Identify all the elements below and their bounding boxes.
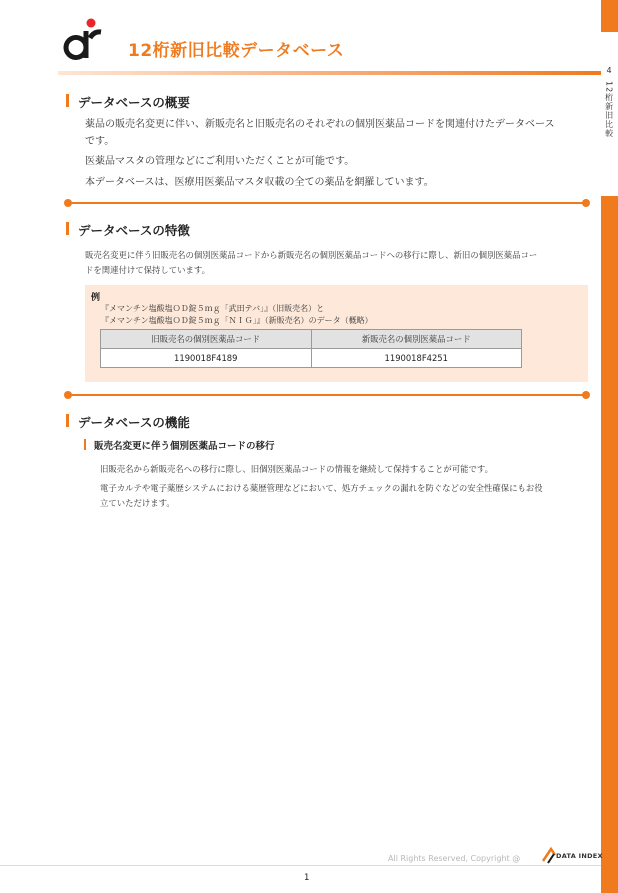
page-number: 1 [304,873,310,883]
brand-name: DATA INDEX [556,852,603,860]
side-index-number: 4 [606,66,612,75]
example-line-2: 『メマンチン塩酸塩ＯＤ錠５ｍｇ「ＮＩＧ」』（新販売名）のデータ（概略） [101,316,373,325]
features-line-1: 販売名変更に伴う旧販売名の個別医薬品コードから新販売名の個別医薬品コードへの移行に際し、新旧の個別医薬品コー [85,250,538,260]
overview-line-4: 本データベースは、医療用医薬品マスタ収載の全ての薬品を網羅しています。 [85,177,434,188]
header-rule [58,71,601,75]
code-comparison-table [100,329,522,368]
functions-line-2: 電子カルテや電子薬歴システムにおける薬歴管理などにおいて、処方チェックの漏れを防ぐなどの安全性確保にもお役 [100,483,543,493]
example-label: 例 [91,293,101,303]
overview-line-1: 薬品の販売名変更に伴い、新販売名と旧販売名のそれぞれの個別医薬品コードを関連付けたデータベース [85,119,555,130]
overview-line-2: です。 [85,136,115,147]
table-header-new-code: 新販売名の個別医薬品コード [311,330,522,349]
side-index-tab [600,66,618,141]
footer-rule [0,865,601,866]
table-cell-old-code: 1190018F4189 [101,349,312,368]
example-line-1: 『メマンチン塩酸塩ＯＤ錠５ｍｇ「武田テバ」』（旧販売名）と [101,304,325,313]
side-rail-top [601,0,618,32]
table-row [101,349,522,368]
features-line-2: ドを関連付けて保持しています。 [85,265,210,275]
section-heading-features: データベースの特徴 [66,221,190,239]
side-index-label: 12桁新旧比較 [604,81,614,139]
example-box [85,285,588,382]
section-heading-overview: データベースの概要 [66,93,190,111]
functions-line-3: 立ていただけます。 [100,498,175,508]
copyright-text: All Rights Reserved, Copyright @ [388,854,521,863]
functions-line-1: 旧販売名から新販売名への移行に際し、旧個別医薬品コードの情報を継続して保持することが可能です。 [100,464,493,474]
overview-line-3: 医薬品マスタの管理などにご利用いただくことが可能です。 [85,156,355,167]
document-title: 12桁新旧比較データベース [128,41,345,61]
table-header-old-code: 旧販売名の個別医薬品コード [101,330,312,349]
functions-subheading: 販売名変更に伴う個別医薬品コードの移行 [84,438,275,452]
section-divider [66,202,588,204]
side-rail-bottom [601,196,618,893]
table-cell-new-code: 1190018F4251 [311,349,522,368]
section-heading-functions: データベースの機能 [66,413,190,431]
dr-logo-icon [62,18,102,64]
section-divider [66,394,588,396]
